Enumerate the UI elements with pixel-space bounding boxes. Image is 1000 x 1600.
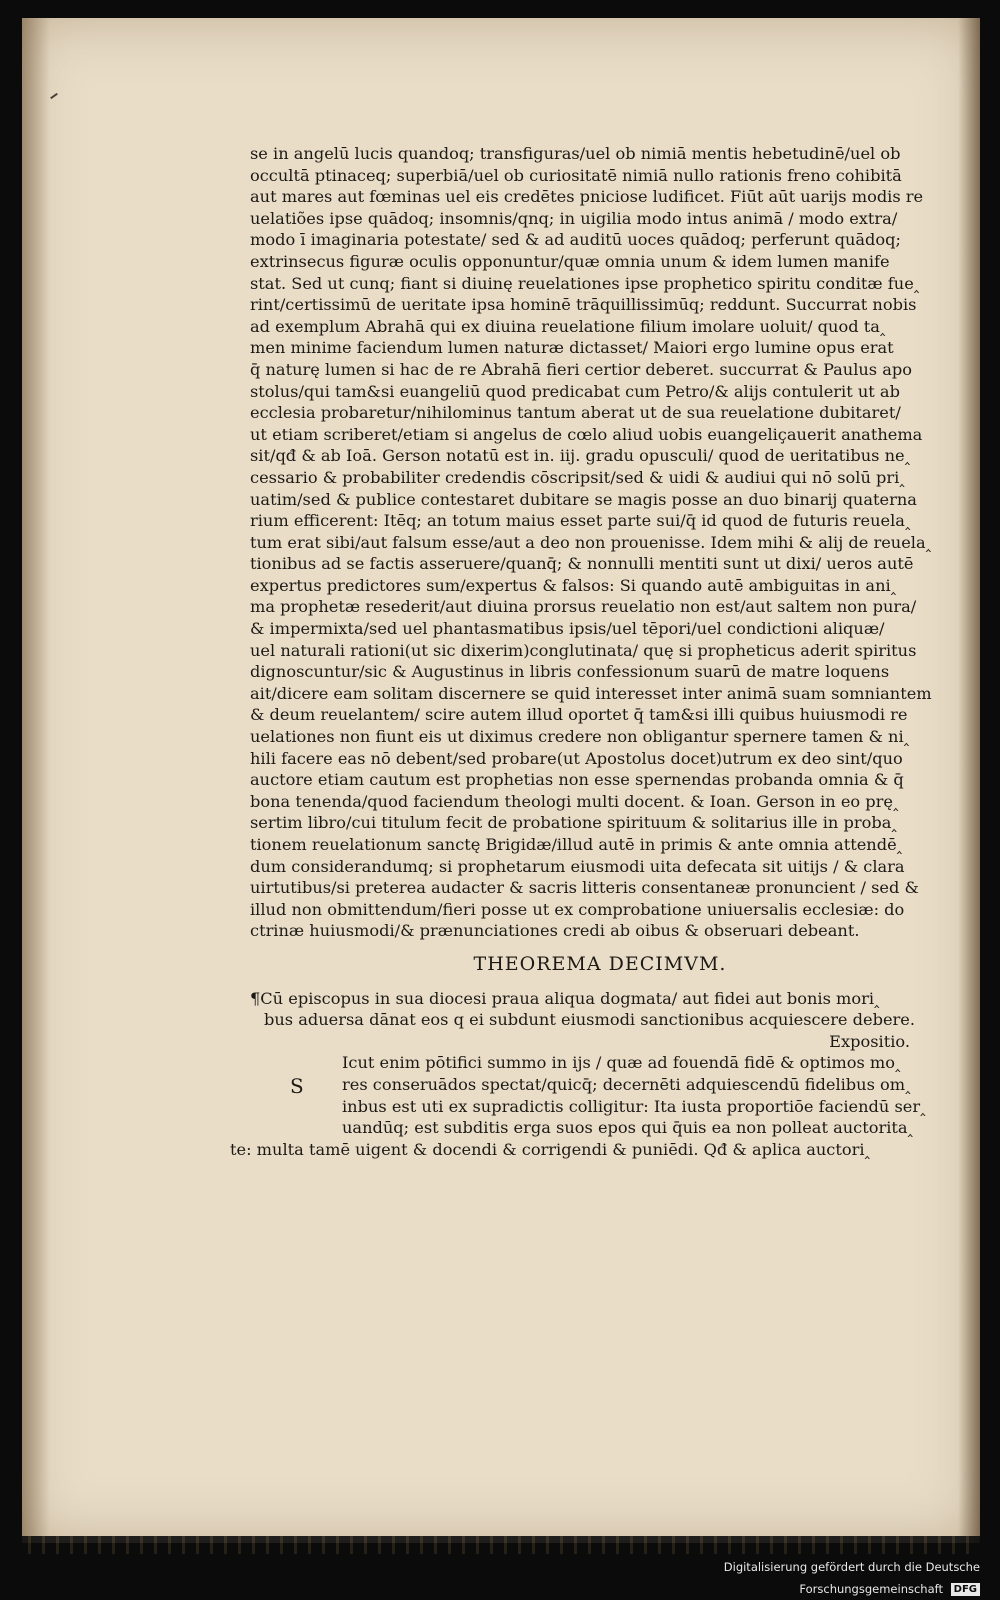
text-line: uel naturali rationi(ut sic dixerim)conglutinata/ quę si propheticus aderit spiritus [250,640,917,660]
expositio-label: Expositio. [829,1031,910,1051]
text-line: illud non obmittendum/fieri posse ut ex comprobatione uniuersalis ecclesiæ: do [250,899,905,919]
text-line: res conseruādos spectat/quicq̄; decernēti adquiescendū fidelibus om‸ [342,1074,911,1094]
initial-letter: S [290,1074,304,1099]
body-text [250,143,950,942]
text-line: uandūq; est subditis erga suos epos qui q̄uis ea non polleat auctorita‸ [342,1118,914,1138]
page-bottom-edge [22,1536,980,1554]
text-line: extrinsecus figuræ oculis opponuntur/quæ omnia unum & idem lumen manife [250,251,890,271]
text-line: uelatiões ipse quādoq; insomnis/qnq; in uigilia modo intus animā / modo extra/ [250,208,898,228]
theorem-line: bus aduersa dānat eos q ei subdunt eiusmodi sanctionibus acquiescere debere. [264,1010,916,1030]
text-line: aut mares aut fœminas uel eis credētes pniciose ludificet. Fiūt aūt uarijs modis re [250,187,924,207]
text-line: sit/qđ & ab Ioā. Gerson notatū est in. iij. gradu opusculi/ quod de ueritatibus ne‸ [250,446,911,466]
section-heading: THEOREMA DECIMVM. [473,952,727,975]
text-line: uelationes non fiunt eis ut diximus credere non obligantur spernere tamen & ni‸ [250,727,910,747]
theorem-line: ¶Cū episcopus in sua diocesi praua aliqua dogmata/ aut fidei aut bonis mori‸ [250,988,880,1008]
text-line: se in angelū lucis quandoq; transfiguras/uel ob nimiā mentis hebetudinē/uel ob [250,144,901,163]
text-line: ctrinæ huiusmodi/& prænunciationes credi ab oibus & obseruari debeant. [250,921,860,941]
text-line: q̄ naturę lumen si hac de re Abrahā fieri certior deberet. succurrat & Paulus apo [250,359,913,379]
dfg-logo: DFG [951,1583,980,1596]
text-line: expertus predictores sum/expertus & falsos: Si quando autē ambiguitas in ani‸ [250,575,897,595]
expositio-text [230,1052,950,1160]
text-line: ecclesia probaretur/nihilominus tantum aberat ut de sua reuelatione dubitaret/ [250,403,901,423]
text-line: te: multa tamē uigent & docendi & corrigendi & puniēdi. Qđ & aplica auctori‸ [230,1139,870,1159]
text-line: dignoscuntur/sic & Augustinus in libris confessionum suarū de matre loquens [250,662,890,682]
text-line: tum erat sibi/aut falsum esse/aut a deo non prouenisse. Idem mihi & alij de reuela‸ [250,532,932,552]
text-line: stat. Sed ut cunq; fiant si diuinę reuelationes ipse prophetico spiritu conditæ fue‸ [250,273,920,293]
text-line: ma prophetæ resederit/aut diuina prorsus reuelatio non est/aut saltem non pura/ [250,597,917,617]
text-line: tionem reuelationum sanctę Brigidæ/illud autē in primis & ante omnia attendē‸ [250,835,903,854]
page-edge-shadow [958,18,980,1543]
text-line: rint/certissimū de ueritate ipsa hominē trāquillissimūq; reddunt. Succurrat nobis [250,295,917,315]
text-line: stolus/qui tam&si euangeliū quod predicabat cum Petro/& alijs contulerit ut ab [250,381,900,401]
text-line: dum considerandumq; si prophetarum eiusmodi uita defecata sit uitijs / & clara [250,856,905,876]
text-block [230,143,950,1160]
text-line: ait/dicere eam solitam discernere se quid interesset inter animā suam somniantem [250,683,932,703]
text-line: tionibus ad se factis asseruere/quanq̄; & nonnulli mentiti sunt ut dixi/ ueros autē [250,554,914,574]
text-line: inbus est uti ex supradictis colligitur: Ita iusta proportiōe faciendū ser‸ [342,1096,926,1116]
theorem-statement [250,988,950,1031]
text-line: hili facere eas nō debent/sed probare(ut Apostolus docet)utrum ex deo sint/quo [250,748,903,768]
text-line: bona tenenda/quod faciendum theologi multi docent. & Ioan. Gerson in eo prę‸ [250,791,899,811]
text-line: cessario & probabiliter credendis cōscripsit/sed & uidi & audiui qui nō solū pri‸ [250,467,905,487]
text-line: rium efficerent: Itēq; an totum maius esset parte sui/q̄ id quod de futuris reuela‸ [250,511,911,531]
text-line: occultā ptinaceq; superbiā/uel ob curiositatē nimiā nullo rationis freno cohibitā [250,165,902,185]
text-line: uirtutibus/si preterea audacter & sacris litteris consentaneæ pronuncient / sed & [250,878,919,898]
page-gutter-shadow [22,18,50,1543]
text-line: sertim libro/cui titulum fecit de probatione spirituum & solitarius ille in proba‸ [250,813,897,833]
text-line: ad exemplum Abrahā qui ex diuina reuelatione filium imolare uoluit/ quod ta‸ [250,316,886,336]
text-line: ut etiam scriberet/etiam si angelus de cœlo aliud uobis euangeliçauerit anathema [250,424,923,444]
text-line: & impermixta/sed uel phantasmatibus ipsis/uel tēpori/uel condictioni aliquæ/ [250,619,885,639]
text-line: & deum reuelantem/ scire autem illud oportet q̄ tam&si illi quibus huiusmodi re [250,705,908,725]
text-line: auctore etiam cautum est prophetias non esse spernendas probanda omnia & q̄ [250,770,904,790]
text-line: modo ī imaginaria potestate/ sed & ad auditū uoces quādoq; perferunt quādoq; [250,230,901,250]
text-line: men minime faciendum lumen naturæ dictasset/ Maiori ergo lumine opus erat [250,338,894,358]
digitization-credit [600,1556,980,1596]
text-line: Icut enim pōtifici summo in ijs / quæ ad fouendā fidē & optimos mo‸ [342,1053,901,1073]
credit-text: Digitalisierung gefördert durch die Deutsche Forschungsgemeinschaft [723,1560,980,1596]
text-line: uatim/sed & publice contestaret dubitare se magis posse an duo binarij quaterna [250,489,917,509]
